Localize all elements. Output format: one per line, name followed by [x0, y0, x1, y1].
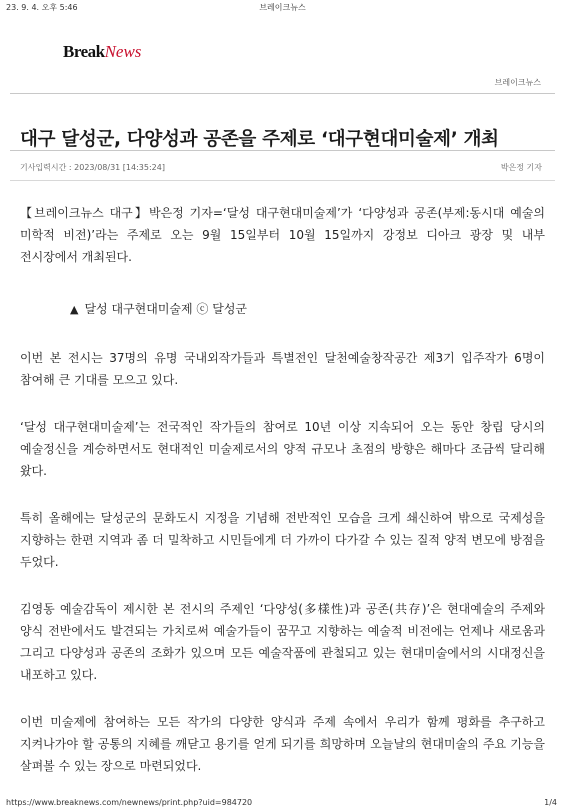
photo-caption-text: 달성 대구현대미술제 ⓒ 달성군 — [84, 302, 248, 316]
article-paragraph: 이번 미술제에 참여하는 모든 작가의 다양한 양식과 주제 속에서 우리가 함께 평화를 추구하고 지켜나가야 할 공통의 지혜를 깨닫고 용기를 얻게 되기를 희망하며 오늘날의 현대미술의 주요 기능을 살펴볼 수 있는 장으로 마련되었다. — [20, 715, 545, 773]
logo-text-break: Break — [63, 42, 105, 61]
photo-caption — [20, 298, 545, 321]
article-paragraph: 특히 올해에는 달성군의 문화도시 지정을 기념해 전반적인 모습을 크게 쇄신하여 밖으로 국제성을 지향하는 한편 지역과 좀 더 밀착하고 시민들에게 더 가까이 다가갈 수 있는 질적 양적 변모에 방점을 두었다. — [20, 511, 545, 569]
breaknews-logo[interactable] — [63, 42, 141, 66]
article-input-time: 기사입력시간 : 2023/08/31 [14:35:24] — [20, 163, 165, 172]
page-number: 1/4 — [544, 798, 557, 807]
print-page-title: 브레이크뉴스 — [259, 3, 306, 12]
article-headline: 대구 달성군, 다양성과 공존을 주제로 ‘대구현대미술제’ 개최 — [20, 129, 499, 151]
article-paragraph: 김영동 예술감독이 제시한 본 전시의 주제인 ‘다양성(多樣性)과 공존(共存)’은 현대예술의 주제와 양식 전반에서도 발견되는 가치로써 예술가들이 꿈꾸고 지향하는 예술적 비전에는 언제나 새로움과 그리고 다양성과 공존의 조화가 있으며 모든 예술작품에 관철되고 있는 현대미술에서의 시대정신을 내포하고 있다. — [20, 602, 545, 682]
article-paragraph: ‘달성 대구현대미술제’는 전국적인 작가들의 참여로 10년 이상 지속되어 오는 동안 창립 당시의 예술정신을 계승하면서도 현대적인 미술제로서의 양적 규모나 초점의 방향은 해마다 조금씩 달리해 왔다. — [20, 420, 545, 478]
logo-text-news: News — [104, 42, 142, 61]
print-url: https://www.breaknews.com/newnews/print.php?uid=984720 — [6, 798, 253, 807]
source-label: 브레이크뉴스 — [494, 78, 541, 87]
article-reporter: 박은정 기자 — [500, 163, 542, 172]
article-lead-paragraph: 【브레이크뉴스 대구】박은정 기자=‘달성 대구현대미술제’가 ‘다양성과 공존(부제:동시대 예술의 미학적 비전)’라는 주제로 오는 9월 15일부터 10월 15일까지 강정보 디아크 광장 및 내부 전시장에서 개최된다. — [20, 206, 545, 264]
article-body — [20, 202, 545, 802]
print-date: 23. 9. 4. 오후 5:46 — [6, 3, 78, 12]
meta-divider — [10, 180, 555, 181]
print-header — [0, 0, 565, 14]
article-paragraph: 이번 본 전시는 37명의 유명 국내외작가들과 특별전인 달천예술창작공간 제3기 입주작가 6명이 참여해 큰 기대를 모으고 있다. — [20, 351, 545, 387]
top-divider — [10, 93, 555, 94]
headline-divider — [10, 150, 555, 151]
triangle-up-icon: ▲ — [70, 303, 79, 316]
